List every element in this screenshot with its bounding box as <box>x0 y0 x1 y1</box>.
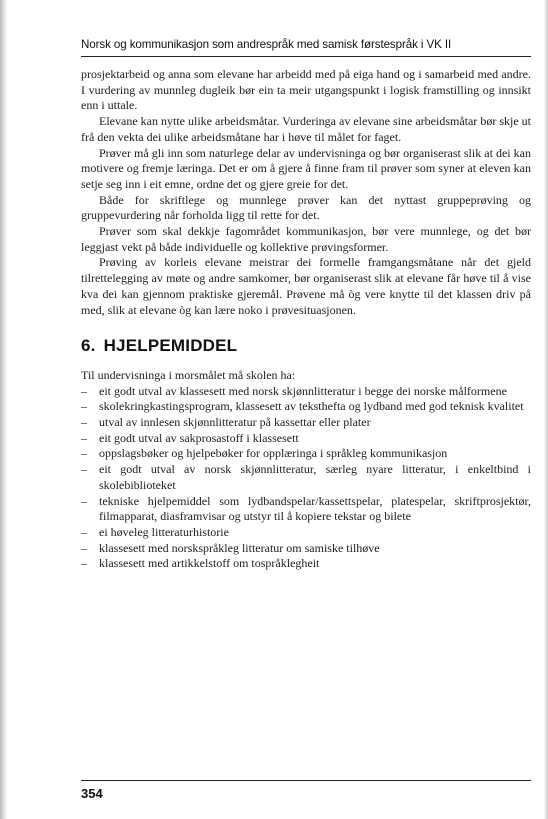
paragraph: Elevane kan nytte ulike arbeidsmåtar. Vurderinga av elevane sine arbeidsmåtar bør skje ut frå den vekta dei ulike arbeidsmåtane har i høve til målet for faget. <box>81 114 531 144</box>
paragraph: Prøver må gli inn som naturlege delar av undervisninga og bør organiserast slik at dei kan motivere og fremje læringa. Det er om å gjere å finne fram til prøver som syner at eleven kan setje seg inn i eit emne, ordne det og gjere greie for det. <box>81 145 531 191</box>
list-item <box>81 415 531 431</box>
list-dash: – <box>81 399 87 414</box>
section-title: HJELPEMIDDEL <box>103 336 238 356</box>
list-item <box>81 462 531 493</box>
list-item-text: skolekringkastingsprogram, klassesett av teksthefta og lydband med god teknisk kvalitet <box>99 399 524 414</box>
list-dash: – <box>81 524 87 539</box>
paragraph: prosjektarbeid og anna som elevane har arbeidd med på eiga hand og i samarbeid med andre. I vurdering av munnleg dugleik bør ein ta meir utgangspunkt i logisk framstilling og innsikt enn i uttale. <box>81 67 531 113</box>
page-number: 354 <box>81 786 103 801</box>
list-dash: – <box>81 556 87 571</box>
section-intro: Til undervisninga i morsmålet må skolen ha: <box>81 367 296 382</box>
list-item <box>81 431 531 447</box>
list-item <box>81 399 531 415</box>
section-number: 6. <box>81 336 96 356</box>
paragraph: Prøver som skal dekkje fagområdet kommunikasjon, bør vere munnlege, og det bør leggjast vekt på både individuelle og kollektive prøvingsformer. <box>81 224 531 254</box>
list-item-text: eit godt utval av norsk skjønnlitteratur, særleg nyare litteratur, i enkeltbind i skolebiblioteket <box>99 462 531 492</box>
list-dash: – <box>81 446 87 461</box>
list-item <box>81 556 531 572</box>
section-heading <box>81 338 531 354</box>
paragraph: Både for skriftlege og munnlege prøver kan det nyttast gruppeprøving og gruppevurdering når forholda ligg til rette for det. <box>81 192 531 223</box>
list-item <box>81 494 531 525</box>
list-item-text: klassesett med artikkelstoff om tospråklegheit <box>99 556 320 571</box>
list-dash: – <box>81 383 87 398</box>
page-edge-right <box>544 0 548 819</box>
list-item-text: klassesett med norskspråkleg litteratur om samiske tilhøve <box>99 540 380 555</box>
list-item-text: oppslagsbøker og hjelpebøker for opplæringa i språkleg kommunikasjon <box>99 446 448 461</box>
list-item <box>81 446 531 462</box>
list-dash: – <box>81 540 87 555</box>
page-body <box>81 67 531 572</box>
footer-rule <box>81 780 531 781</box>
list-item-text: utval av innlesen skjønnlitteratur på kassettar eller plater <box>99 415 371 430</box>
paragraph: Prøving av korleis elevane meistrar dei formelle framgangsmåtane når det gjeld tilrettelegging av møte og andre samkomer, bør organiserast slik at elevane får høve til å vise kva dei kan gjennom praktiske gjeremål. Prøvene må òg vere knytte til det klassen driv på med, slik at elevane òg kan lære noko i prøvesituasjonen. <box>81 255 531 317</box>
list-item <box>81 384 531 400</box>
equipment-list <box>81 384 531 572</box>
list-dash: – <box>81 415 87 430</box>
list-item-text: tekniske hjelpemiddel som lydbandspelar/kassettspelar, platespelar, skriftprosjektør, filmapparat, diasframvisar og utstyr til å kopiere tekstar og bilete <box>99 493 531 524</box>
list-item-text: eit godt utval av klassesett med norsk skjønnlitteratur i begge dei norske målformene <box>99 383 507 398</box>
list-dash: – <box>81 462 87 477</box>
list-item-text: eit godt utval av sakprosastoff i klassesett <box>99 430 299 445</box>
list-dash: – <box>81 430 87 445</box>
header-rule <box>81 56 531 57</box>
running-header: Norsk og kommunikasjon som andrespråk med samisk førstespråk i VK II <box>81 38 452 51</box>
page-edge-shadow <box>0 0 7 819</box>
list-item <box>81 525 531 541</box>
list-item-text: ei høveleg litteraturhistorie <box>99 524 229 539</box>
list-item <box>81 541 531 557</box>
list-dash: – <box>81 493 87 508</box>
